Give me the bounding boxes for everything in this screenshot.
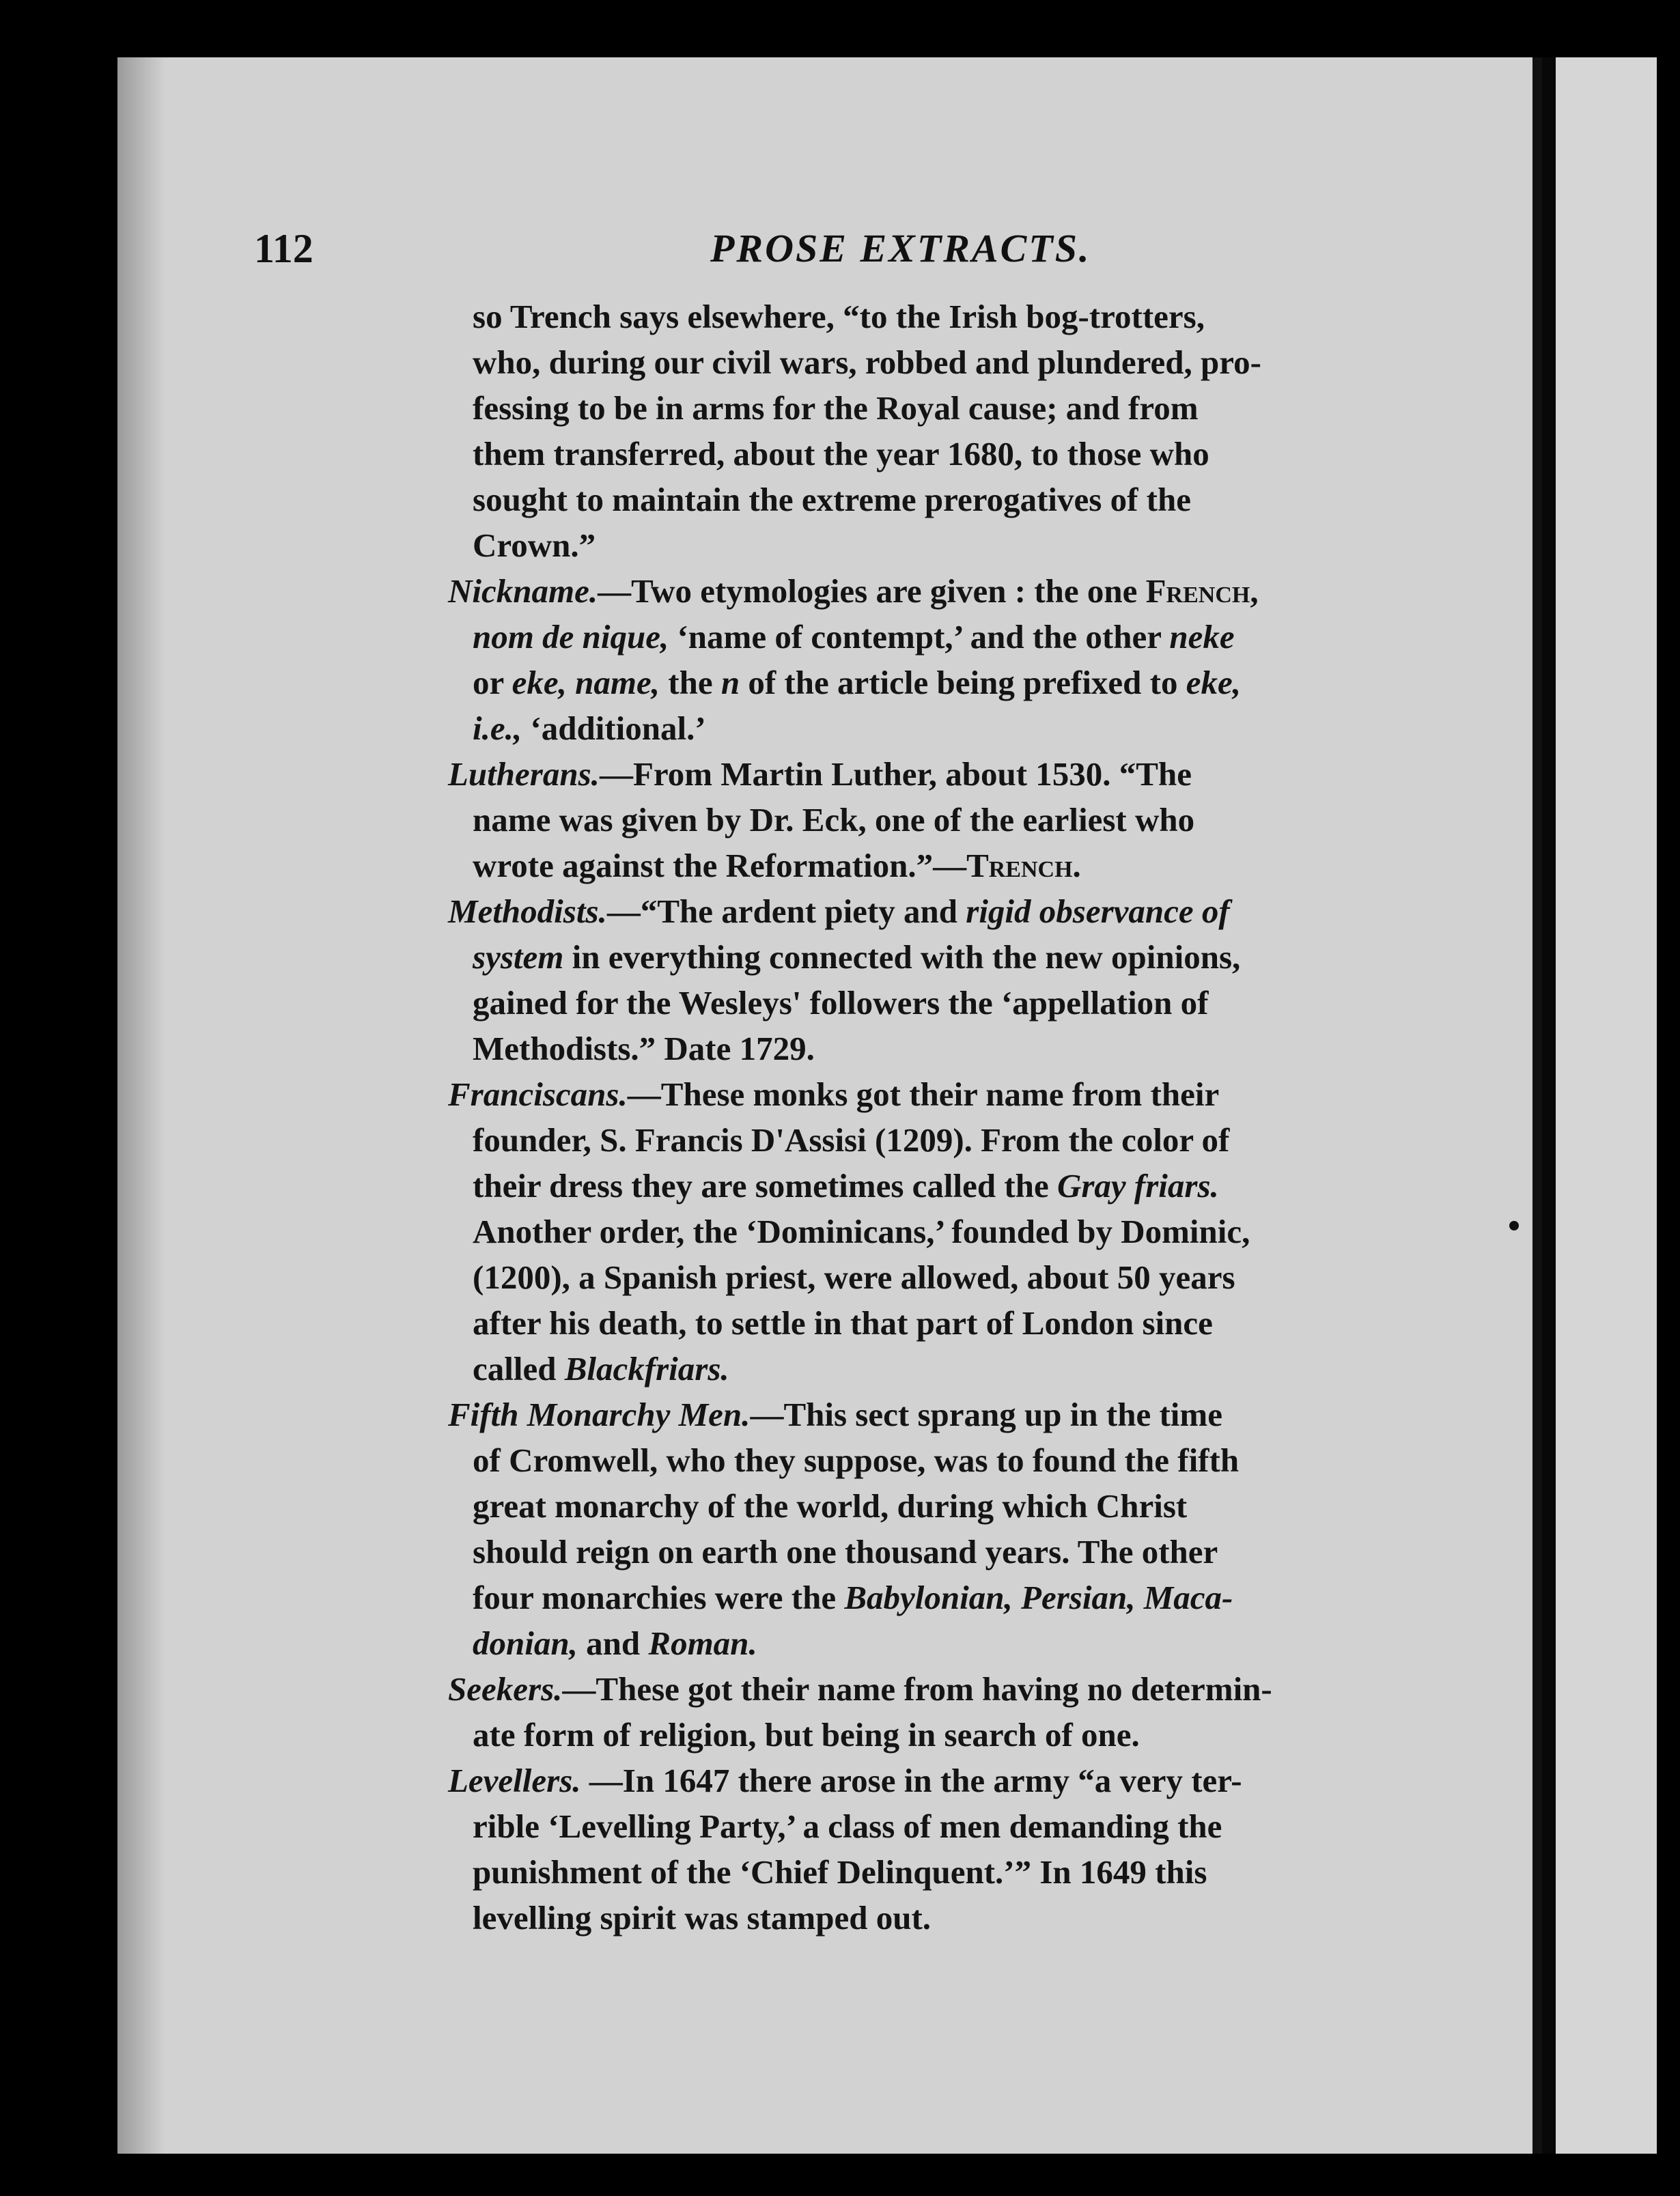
- running-title: PROSE EXTRACTS.: [710, 226, 1091, 270]
- entry-term: Seekers.: [448, 1670, 563, 1708]
- text-line: [473, 614, 1429, 660]
- text-line: (1200), a Spanish priest, were allowed, about 50 years: [473, 1258, 1235, 1296]
- text-line: who, during our civil wars, robbed and plundered, pro-: [473, 343, 1261, 381]
- entry-term: Methodists.: [448, 892, 607, 930]
- entry-text: called: [473, 1350, 565, 1388]
- entry-nickname: [448, 568, 1429, 614]
- entry-text: n: [720, 664, 740, 701]
- entry-term: Lutherans.: [448, 755, 600, 793]
- text-line: great monarchy of the world, during which Christ: [473, 1487, 1188, 1525]
- entry-text: eke, name,: [512, 664, 660, 701]
- text-line: [473, 1346, 1429, 1392]
- text-line: [473, 1163, 1429, 1209]
- text-line: [473, 1575, 1429, 1620]
- entry-text: donian,: [473, 1624, 578, 1662]
- entry-text: —Two etymologies are given : the one: [598, 572, 1146, 610]
- text-line: rible ‘Levelling Party,’ a class of men demanding the: [473, 1807, 1222, 1845]
- text-line: name was given by Dr. Eck, one of the earliest who: [473, 801, 1195, 839]
- page-number: 112: [254, 226, 313, 271]
- entry-term: Levellers.: [448, 1762, 581, 1799]
- text-line: [473, 705, 1429, 751]
- entry-fifth-monarchy-men: [448, 1392, 1429, 1437]
- entry-text: rigid observance of: [966, 892, 1230, 930]
- entry-franciscans: [448, 1071, 1429, 1117]
- entry-text: of the article being prefixed to: [740, 664, 1186, 701]
- text-line: levelling spirit was stamped out.: [473, 1899, 932, 1937]
- entry-seekers: [448, 1666, 1429, 1712]
- text-line: Another order, the ‘Dominicans,’ founded by Dominic,: [473, 1213, 1250, 1250]
- entry-text: in everything connected with the new opinions,: [563, 938, 1241, 976]
- entry-text: four monarchies were the: [473, 1579, 845, 1616]
- entry-text: i.e.,: [473, 709, 522, 747]
- text-line: fessing to be in arms for the Royal cause; and from: [473, 389, 1199, 427]
- facing-page-spine: [1542, 57, 1556, 2154]
- entry-text: Blackfriars.: [564, 1350, 729, 1388]
- entry-text: or: [473, 664, 512, 701]
- entry-text: —These monks got their name from their: [627, 1075, 1220, 1113]
- text-line: sought to maintain the extreme prerogatives of the: [473, 481, 1191, 518]
- text-line: of Cromwell, who they suppose, was to found the fifth: [473, 1441, 1240, 1479]
- entry-text: —This sect sprang up in the time: [750, 1396, 1222, 1433]
- entry-text: their dress they are sometimes called the: [473, 1167, 1057, 1205]
- body-text: [448, 294, 1429, 1941]
- entry-text: and: [577, 1624, 649, 1662]
- text-line: [473, 1620, 1429, 1666]
- entry-text: Gray friars.: [1056, 1167, 1219, 1205]
- running-header: [254, 225, 1142, 287]
- entry-text: wrote against the Reformation.”—: [473, 847, 967, 884]
- entry-term: Fifth Monarchy Men.: [448, 1396, 751, 1433]
- text-line: Crown.”: [473, 526, 596, 564]
- entry-text: system: [473, 938, 564, 976]
- text-line: [473, 660, 1429, 705]
- text-line: them transferred, about the year 1680, to those who: [473, 435, 1209, 473]
- entry-term: Nickname.: [448, 572, 598, 610]
- entry-text: French,: [1145, 572, 1259, 610]
- entry-text: ‘name of contempt,’ and the other: [669, 618, 1170, 656]
- entry-text: Babylonian, Persian, Maca-: [844, 1579, 1233, 1616]
- entry-text: Roman.: [648, 1624, 757, 1662]
- entry-text: ‘additional.’: [522, 709, 706, 747]
- text-line: punishment of the ‘Chief Delinquent.’” In 1649 this: [473, 1853, 1207, 1891]
- text-line: founder, S. Francis D'Assisi (1209). From the color of: [473, 1121, 1230, 1159]
- entry-levellers: [448, 1758, 1429, 1803]
- entry-text: —“The ardent piety and: [606, 892, 966, 930]
- entry-lutherans: [448, 751, 1429, 797]
- entry-text: eke,: [1186, 664, 1241, 701]
- text-line: so Trench says elsewhere, “to the Irish bog-trotters,: [473, 298, 1205, 335]
- entry-text: —These got their name from having no determin-: [562, 1670, 1272, 1708]
- text-line: after his death, to settle in that part of London since: [473, 1304, 1213, 1342]
- entry-methodists: [448, 888, 1429, 934]
- facing-page-edge: [1542, 57, 1657, 2154]
- entry-text: nom de nique,: [473, 618, 669, 656]
- text-line: [473, 934, 1429, 980]
- page-gutter: [1532, 57, 1542, 2154]
- text-line: ate form of religion, but being in search of one.: [473, 1716, 1140, 1754]
- text-line: should reign on earth one thousand years. The other: [473, 1533, 1218, 1571]
- text-line: Methodists.” Date 1729.: [473, 1030, 815, 1067]
- entry-text: —In 1647 there arose in the army “a very ter-: [580, 1762, 1242, 1799]
- entry-text: Trench.: [966, 847, 1081, 884]
- text-line: gained for the Wesleys' followers the ‘appellation of: [473, 984, 1209, 1022]
- text-line: [473, 843, 1429, 888]
- ink-speck: [1509, 1221, 1519, 1230]
- entry-text: neke: [1169, 618, 1235, 656]
- page-edge-shadow: [117, 57, 165, 2154]
- entry-term: Franciscans.: [448, 1075, 628, 1113]
- entry-text: the: [660, 664, 721, 701]
- entry-text: —From Martin Luther, about 1530. “The: [599, 755, 1192, 793]
